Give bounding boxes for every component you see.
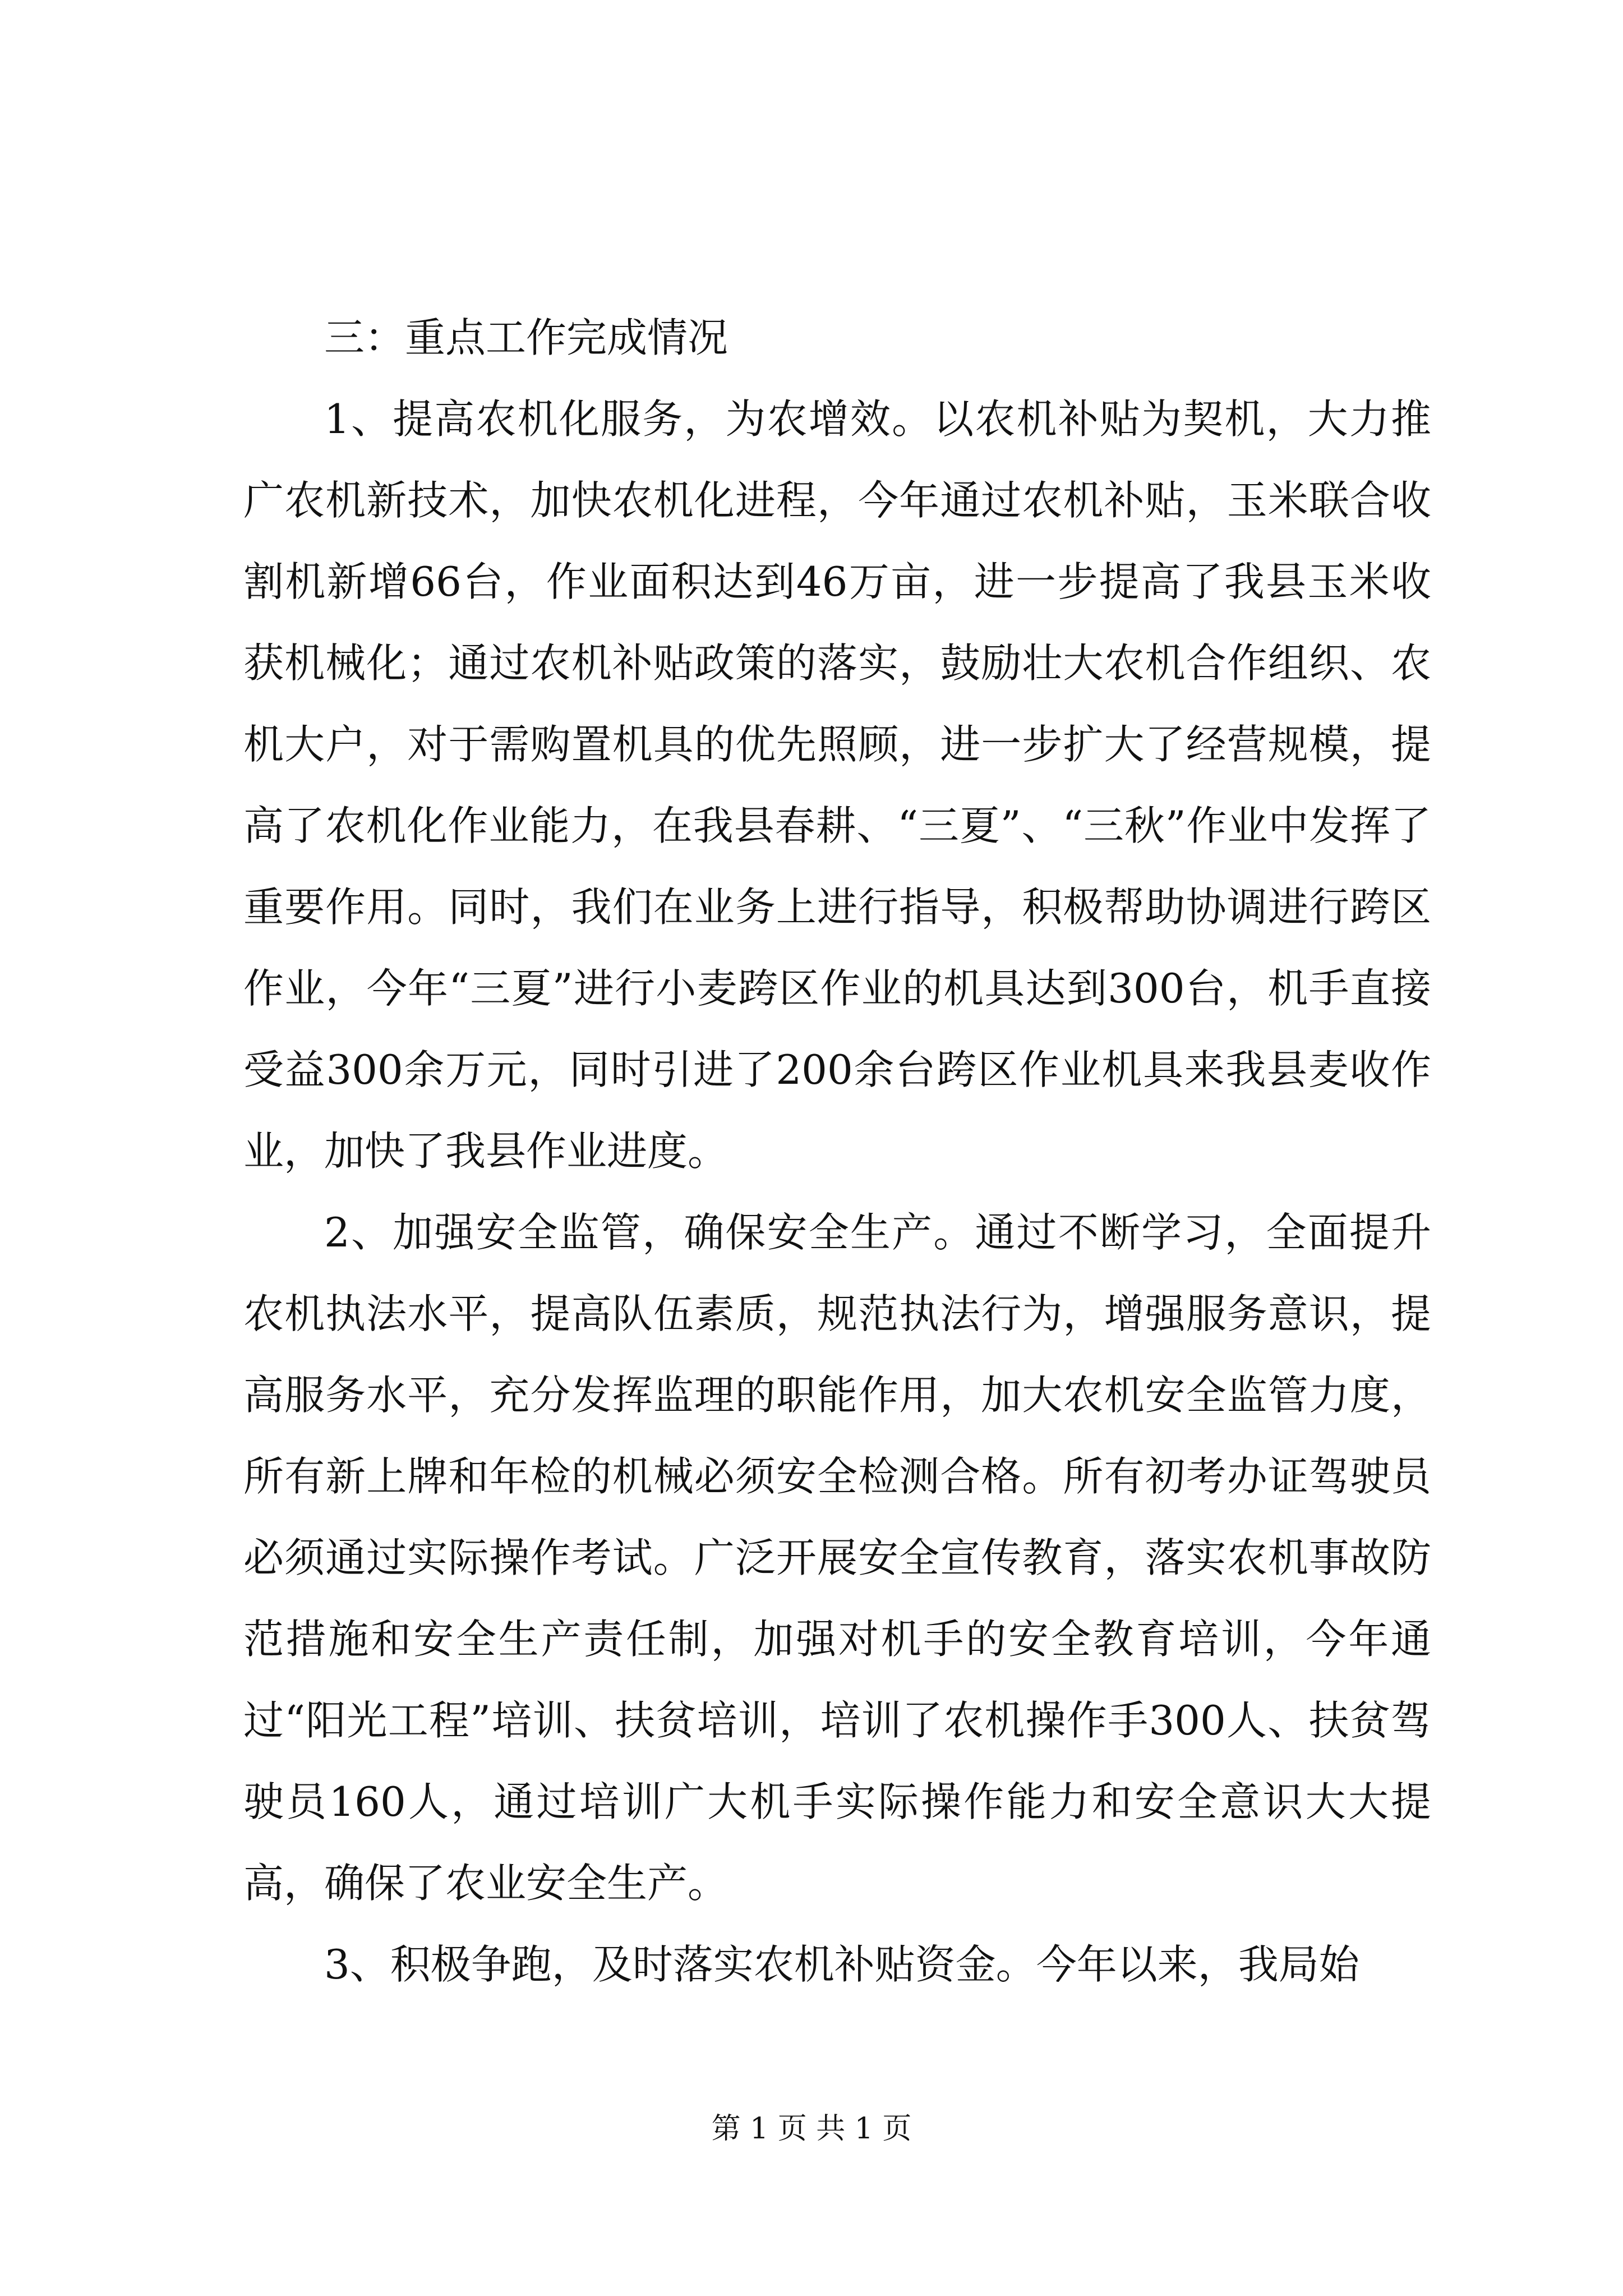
paragraph-1: 1、提高农机化服务，为农增效。以农机补贴为契机，大力推广农机新技术，加快农机化进程，今年通过农机补贴，玉米联合收割机新增66台，作业面积达到46万亩，进一步提高了我县玉米收获机械化；通过农机补贴政策的落实，鼓励壮大农机合作组织、农机大户，对于需购置机具的优先照顾，进一步扩大了经营规模，提高了农机化作业能力，在我县春耕、“三夏”、“三秋”作业中发挥了重要作用。同时，我们在业务上进行指导，积极帮助协调进行跨区作业，今年“三夏”进行小麦跨区作业的机具达到300台，机手直接受益300余万元，同时引进了200余台跨区作业机具来我县麦收作业，加快了我县作业进度。	[243, 395, 1431, 1175]
document-body	[243, 297, 1431, 2005]
section-heading: 三：重点工作完成情况	[324, 314, 728, 361]
paragraph-2: 2、加强安全监管，确保安全生产。通过不断学习，全面提升农机执法水平，提高队伍素质，规范执法行为，增强服务意识，提高服务水平，充分发挥监理的职能作用，加大农机安全监管力度，所有新上牌和年检的机械必须安全检测合格。所有初考办证驾驶员必须通过实际操作考试。广泛开展安全宣传教育，落实农机事故防范措施和安全生产责任制，加强对机手的安全教育培训，今年通过“阳光工程”培训、扶贫培训，培训了农机操作手300人、扶贫驾驶员160人，通过培训广大机手实际操作能力和安全意识大大提高，确保了农业安全生产。	[243, 1209, 1431, 1907]
paragraph-3: 3、积极争跑，及时落实农机补贴资金。今年以来，我局始	[324, 1941, 1359, 1988]
page-footer: 第 1 页 共 1 页	[711, 2112, 912, 2146]
